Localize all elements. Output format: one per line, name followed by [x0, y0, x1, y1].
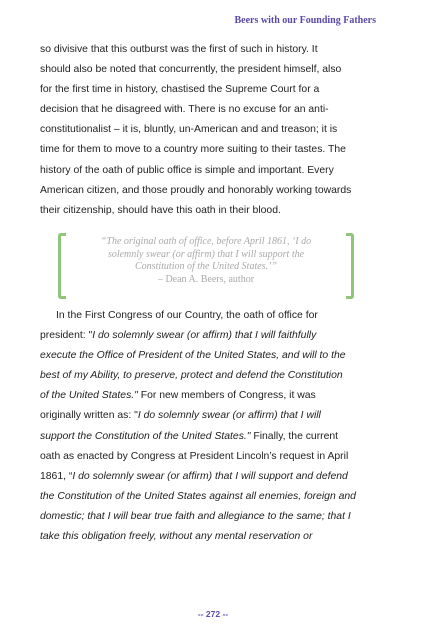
text-span: originally written as: "	[40, 410, 138, 422]
text-line: for the first time in history, chastised the Supreme Court for a	[40, 84, 320, 96]
text-line: time for them to move to a country more suiting to their tastes. The	[40, 144, 346, 156]
text-line: so divisive that this outburst was the first of such in history. It	[40, 44, 318, 55]
oath-quote: execute the Office of President of the United States, and will to the	[40, 350, 346, 362]
text-line: should also be noted that concurrently, the president himself, also	[40, 64, 342, 76]
quote-line: “The original oath of office, before April 1861, ‘I do	[100, 236, 312, 247]
page-number: -- 272 --	[197, 609, 229, 619]
quote-line: solemnly swear (or affirm) that I will support the	[107, 248, 305, 260]
text-line	[40, 427, 390, 447]
text-line: their citizenship, should have this oath in their blood.	[40, 204, 281, 216]
quote-author: – Dean A. Beers, author	[157, 273, 255, 285]
text-line	[40, 326, 390, 346]
text-line: history of the oath of public office is simple and important. Every	[40, 164, 334, 176]
text-line: American citizen, and those proudly and honorably working towards	[40, 184, 352, 196]
text-span: president: "	[40, 330, 93, 342]
oath-quote: support the Constitution of the United States."	[40, 430, 251, 442]
quote-line: Constitution of the United States.’”	[135, 261, 277, 272]
pull-quote	[58, 233, 354, 301]
left-bracket-decoration	[58, 233, 66, 299]
body-paragraph-1	[40, 40, 390, 221]
oath-quote: of the United States."	[40, 390, 138, 402]
pull-quote-text	[74, 236, 338, 286]
oath-quote: I do solemnly swear (or affirm) that I will	[137, 410, 321, 422]
right-bracket-decoration	[346, 233, 354, 299]
oath-quote: I do solemnly swear (or affirm) that I will faithfully	[92, 330, 317, 342]
text-line: In the First Congress of our Country, the oath of office for	[56, 310, 318, 321]
running-header: Beers with our Founding Fathers	[234, 15, 376, 26]
text-span: Finally, the current	[250, 430, 339, 442]
text-line	[40, 406, 390, 426]
text-span: 1861, “	[40, 470, 73, 482]
oath-quote: the Constitution of the United States against all enemies, foreign and	[40, 490, 356, 502]
text-span: For new members of Congress, it was	[137, 390, 316, 402]
oath-quote: I do solemnly swear (or affirm) that I will support and defend	[72, 470, 348, 482]
text-line	[40, 386, 390, 406]
text-line: decision that he disagreed with. There is no excuse for an anti-	[40, 104, 329, 116]
text-line	[40, 467, 390, 487]
oath-quote: best of my Ability, to preserve, protect and defend the Constitution	[40, 370, 343, 382]
body-paragraph-2	[40, 306, 390, 547]
oath-quote: take this obligation freely, without any mental reservation or	[40, 531, 313, 543]
text-line: oath as enacted by Congress at President Lincoln’s request in April	[40, 450, 349, 462]
oath-quote: domestic; that I will bear true faith and allegiance to the same; that I	[40, 510, 351, 522]
text-line: constitutionalist – it is, bluntly, un-American and and treason; it is	[40, 124, 338, 136]
